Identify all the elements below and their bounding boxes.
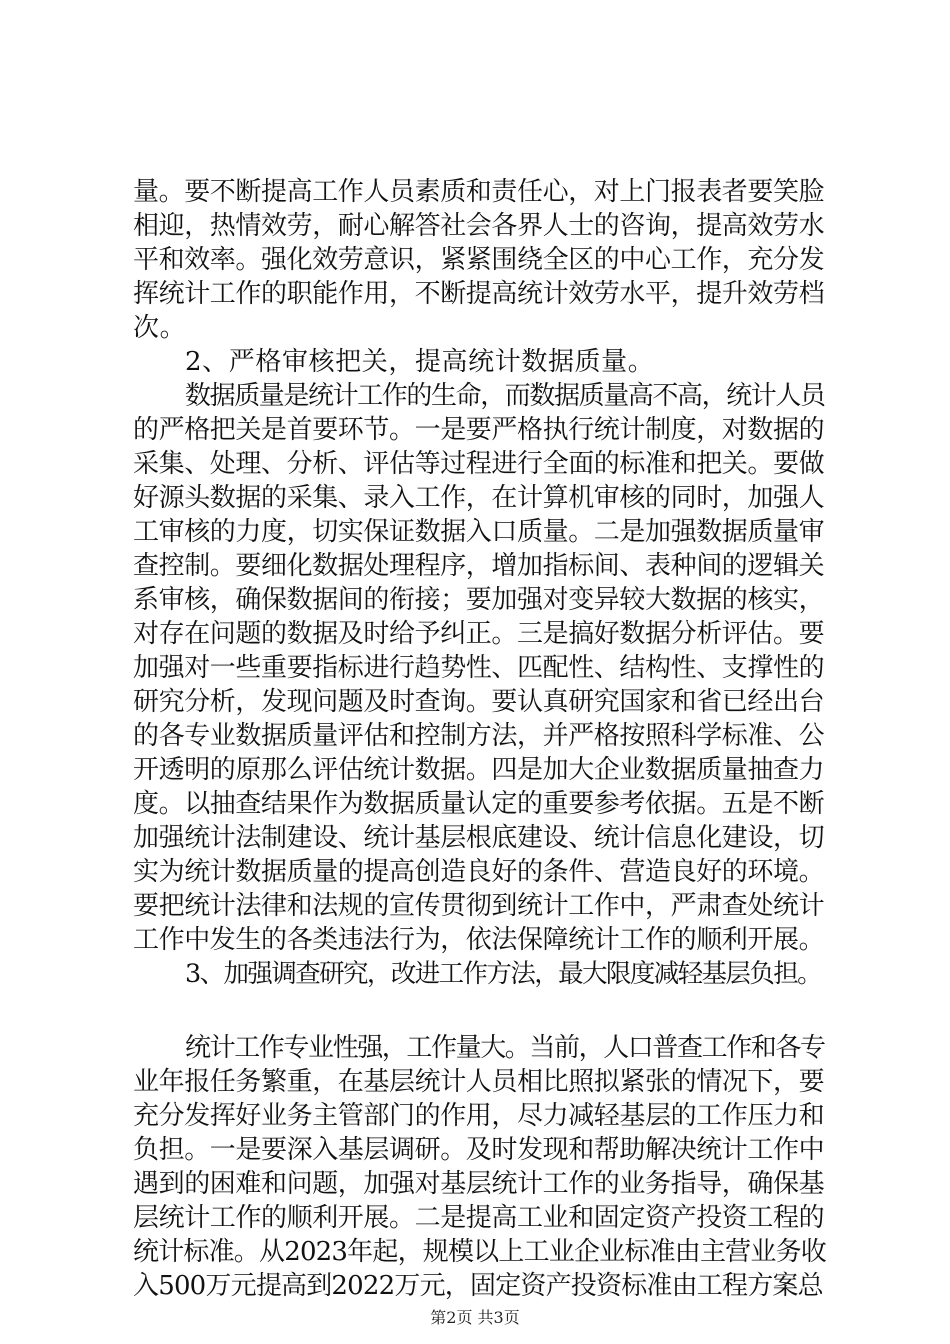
paragraph-line: 的严格把关是首要环节。一是要严格执行统计制度，对数据的 (133, 415, 825, 445)
paragraph-line: 入500万元提高到2022万元，固定资产投资标准由工程方案总 (133, 1271, 823, 1301)
paragraph-line: 层统计工作的顺利开展。二是提高工业和固定资产投资工程的 (133, 1203, 825, 1233)
paragraph-line: 挥统计工作的职能作用，不断提高统计效劳水平，提升效劳档 (133, 279, 825, 309)
paragraph-line: 对存在问题的数据及时给予纠正。三是搞好数据分析评估。要 (133, 619, 825, 649)
paragraph-line: 充分发挥好业务主管部门的作用，尽力减轻基层的工作压力和 (133, 1101, 825, 1131)
paragraph-line: 的各专业数据质量评估和控制方法，并严格按照科学标准、公 (133, 721, 825, 751)
paragraph-line: 好源头数据的采集、录入工作，在计算机审核的同时，加强人 (133, 483, 825, 513)
section-heading: 2、严格审核把关，提高统计数据质量。 (185, 347, 655, 377)
paragraph-line: 统计工作专业性强，工作量大。当前，人口普查工作和各专 (185, 1033, 825, 1063)
paragraph-line: 要把统计法律和法规的宣传贯彻到统计工作中，严肃查处统计 (133, 891, 825, 921)
paragraph-line: 加强统计法制建设、统计基层根底建设、统计信息化建设，切 (133, 823, 825, 853)
paragraph-line: 数据质量是统计工作的生命，而数据质量高不高，统计人员 (185, 381, 825, 411)
paragraph-line: 采集、处理、分析、评估等过程进行全面的标准和把关。要做 (133, 449, 825, 479)
paragraph-line: 量。要不断提高工作人员素质和责任心，对上门报表者要笑脸 (133, 177, 825, 207)
paragraph-line: 工审核的力度，切实保证数据入口质量。二是加强数据质量审 (133, 517, 825, 547)
page-footer: 第2页 共3页 (430, 1308, 520, 1327)
paragraph-line: 次。 (133, 313, 187, 343)
paragraph-line: 负担。一是要深入基层调研。及时发现和帮助解决统计工作中 (133, 1135, 825, 1165)
paragraph-line: 相迎，热情效劳，耐心解答社会各界人士的咨询，提高效劳水 (133, 211, 825, 241)
paragraph-line: 加强对一些重要指标进行趋势性、匹配性、结构性、支撑性的 (133, 653, 825, 683)
paragraph-line: 系审核，确保数据间的衔接；要加强对变异较大数据的核实， (133, 585, 825, 615)
paragraph-line: 统计标准。从2023年起，规模以上工业企业标准由主营业务收 (133, 1237, 826, 1267)
paragraph-line: 平和效率。强化效劳意识，紧紧围绕全区的中心工作，充分发 (133, 245, 825, 275)
paragraph-line: 研究分析，发现问题及时查询。要认真研究国家和省已经出台 (133, 687, 825, 717)
paragraph-line: 实为统计数据质量的提高创造良好的条件、营造良好的环境。 (133, 857, 825, 887)
paragraph-line: 查控制。要细化数据处理程序，增加指标间、表种间的逻辑关 (133, 551, 825, 581)
paragraph-line: 业年报任务繁重，在基层统计人员相比照拟紧张的情况下，要 (133, 1067, 825, 1097)
paragraph-line: 遇到的困难和问题，加强对基层统计工作的业务指导，确保基 (133, 1169, 825, 1199)
paragraph-line: 度。以抽查结果作为数据质量认定的重要参考依据。五是不断 (133, 789, 825, 819)
paragraph-line: 开透明的原那么评估统计数据。四是加大企业数据质量抽查力 (133, 755, 825, 785)
section-heading: 3、加强调查研究，改进工作方法，最大限度减轻基层负担。 (185, 959, 822, 989)
paragraph-line: 工作中发生的各类违法行为，依法保障统计工作的顺利开展。 (133, 925, 825, 955)
